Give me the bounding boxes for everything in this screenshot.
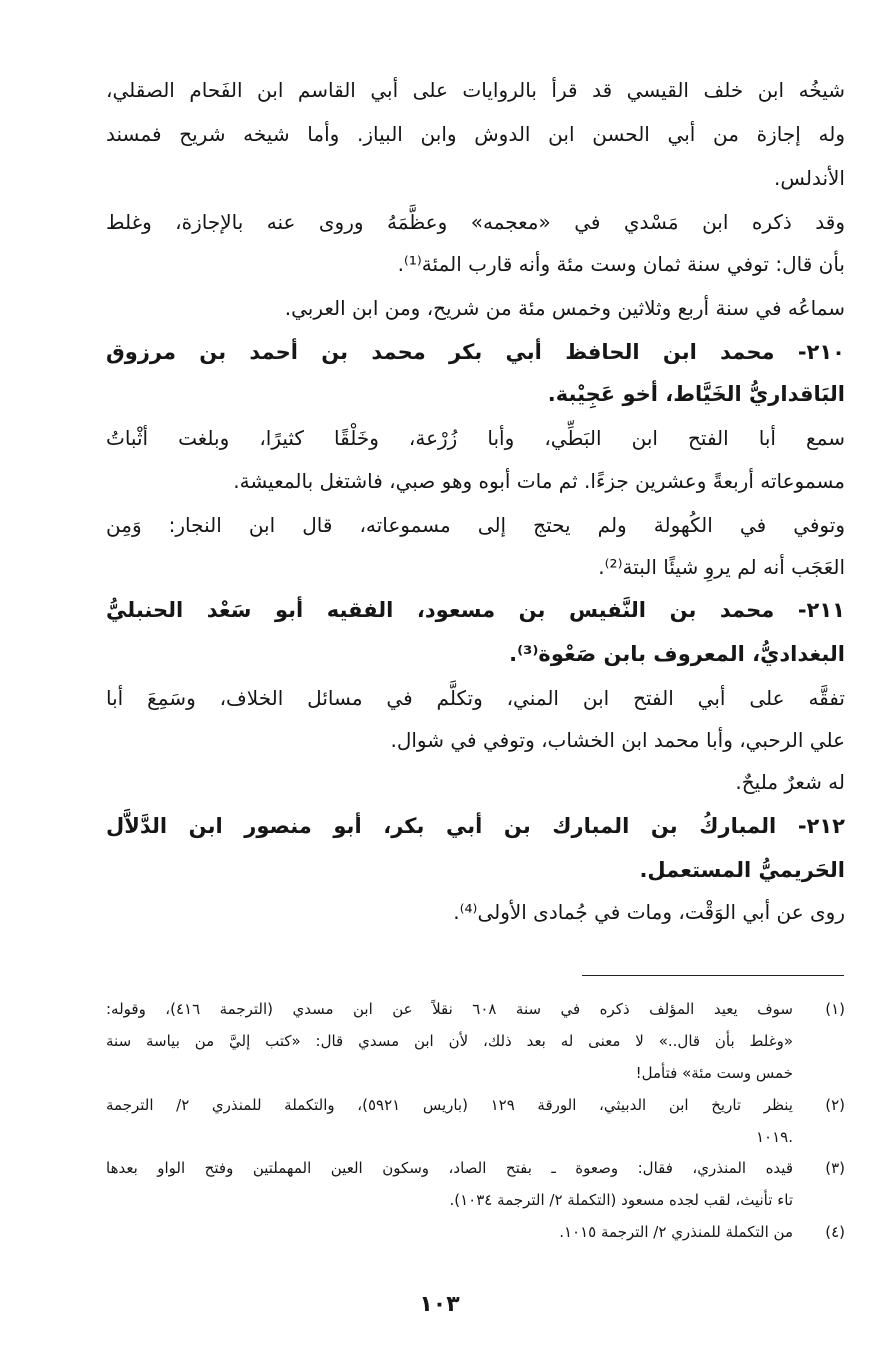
body-line: مسموعاته أربعةً وعشرين جزءًا. ثم مات أبوه وهو صبي، فاشتغل بالمعيشة.: [233, 469, 845, 493]
body-line: بأن قال: توفي سنة ثمان وست مئة وأنه قارب المئة⁽¹⁾.: [397, 252, 845, 276]
body-line: علي الرحبي، وأبا محمد ابن الخشاب، وتوفي في شوال.: [390, 728, 845, 752]
body-line: وقد ذكره ابن مَسْدي في «معجمه» وعظَّمَهُ وروى عنه بالإجازة، وغلط: [106, 210, 845, 234]
body-line: العَجَب أنه لم يروِ شيئًا البتة⁽²⁾.: [598, 555, 845, 579]
body-line: روى عن أبي الوَقْت، ومات في جُمادى الأولى⁽⁴⁾.: [453, 900, 845, 924]
entry-heading: البغداديُّ، المعروف بابن صَعْوة⁽³⁾.: [509, 642, 845, 666]
footnote-line: قيده المنذري، فقال: وصعوة ـ بفتح الصاد، وسكون العين المهملتين وفتح الواو بعدها: [106, 1159, 793, 1177]
footnote-separator: [582, 975, 844, 976]
footnote-number: (٣): [825, 1159, 845, 1177]
footnote-number: (٤): [825, 1223, 845, 1241]
footnote-line: خمس وست مئة» فتأمل!: [635, 1064, 793, 1082]
entry-heading: الحَريميُّ المستعمل.: [639, 858, 845, 882]
footnote-line: من التكملة للمنذري ٢/ الترجمة ١٠١٥.: [559, 1223, 793, 1241]
body-line: سمع أبا الفتح ابن البَطِّي، وأبا زُرْعة، وخَلْقًا كثيرًا، وبلغت أثْباتُ: [106, 426, 845, 450]
entry-heading: ٢١٢- المباركُ بن المبارك بن أبي بكر، أبو منصور ابن الدَّلاَّل: [106, 814, 845, 838]
body-line: له شعرٌ مليحٌ.: [735, 770, 845, 794]
body-line: الأندلس.: [774, 166, 845, 190]
body-line: وتوفي في الكُهولة ولم يحتج إلى مسموعاته، قال ابن النجار: وَمِن: [106, 513, 845, 537]
footnote-number: (٢): [825, 1096, 845, 1114]
body-line: تفقَّه على أبي الفتح ابن المني، وتكلَّم في مسائل الخلاف، وسَمِعَ أبا: [106, 686, 845, 710]
body-line: سماعُه في سنة أربع وثلاثين وخمس مئة من شريح، ومن ابن العربي.: [284, 296, 845, 320]
footnote-number: (١): [825, 1000, 845, 1018]
entry-heading: ٢١١- محمد بن النَّفيس بن مسعود، الفقيه أبو سَعْد الحنبليُّ: [106, 598, 845, 622]
footnote-line: ينظر تاريخ ابن الدبيثي، الورقة ١٢٩ (باريس ٥٩٢١)، والتكملة للمنذري ٢/ الترجمة: [106, 1096, 793, 1114]
body-line: وله إجازة من أبي الحسن ابن الدوش وابن البياز. وأما شيخه شريح فمسند: [106, 122, 845, 146]
footnote-line: تاء تأنيث، لقب لجده مسعود (التكملة ٢/ الترجمة ١٠٣٤).: [449, 1191, 793, 1209]
footnote-line: «وغلط بأن قال..» لا معنى له بعد ذلك، لأن ابن مسدي قال: «كتب إليَّ من بياسة سنة: [106, 1032, 793, 1050]
footnote-line: ١٠١٩.: [755, 1128, 793, 1146]
entry-heading: البَاقداريُّ الخَيَّاط، أخو عَجِيْبة.: [547, 382, 845, 406]
page-number: ١٠٣: [419, 1292, 460, 1317]
footnote-line: سوف يعيد المؤلف ذكره في سنة ٦٠٨ نقلاً عن ابن مسدي (الترجمة ٤١٦)، وقوله:: [106, 1000, 793, 1018]
entry-heading: ٢١٠- محمد ابن الحافظ أبي بكر محمد بن أحمد بن مرزوق: [106, 340, 845, 364]
body-line: شيخُه ابن خلف القيسي قد قرأ بالروايات على أبي القاسم ابن الفَحام الصقلي،: [106, 78, 845, 102]
